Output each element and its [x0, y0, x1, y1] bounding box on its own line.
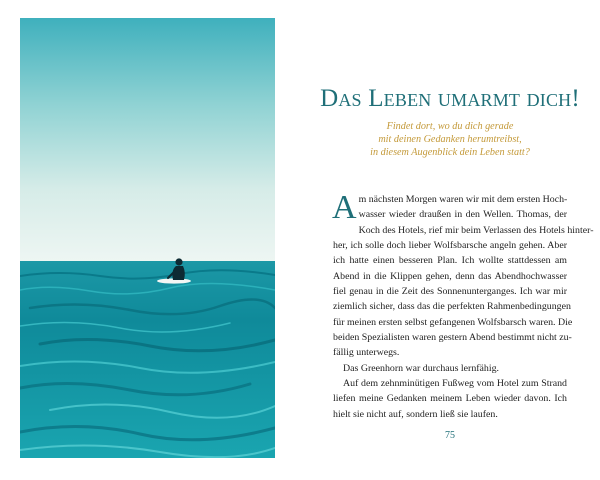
text-line: ziemlich sicher, dass das die perfekten Rahmenbedingungen [333, 301, 571, 313]
text-line: her, ich solle doch lieber Wolfsbarsche angeln gehen. Aber [333, 240, 567, 252]
drop-cap: A [332, 189, 357, 226]
page-number: 75 [445, 430, 455, 441]
text-line: m nächsten Morgen waren wir mit dem ersten Hoch- [358, 194, 568, 205]
paragraph [333, 361, 567, 376]
text-line: Abend in die Klippen gehen, denn das Abendhochwasser [333, 270, 567, 282]
subtitle-line: in diesem Augenblick dein Leben statt? [370, 147, 530, 158]
chapter-subtitle [300, 120, 600, 159]
chapter-title: Das Leben umarmt dich! [320, 85, 580, 112]
text-line: Koch des Hotels, rief mir beim Verlassen des Hotels hinter- [358, 224, 594, 236]
body-text [332, 189, 594, 422]
text-line: Auf dem zehnminütigen Fußweg vom Hotel zum Strand [343, 378, 567, 390]
text-line: hielt sie nicht auf, sondern ließ sie laufen. [333, 408, 498, 420]
text-line: fällig unterwegs. [333, 347, 400, 359]
text-line: für meinen ersten selbst gefangenen Wolfsbarsch waren. Die [333, 316, 573, 328]
paragraph [333, 376, 567, 422]
text-line: beiden Spezialisten waren gestern Abend bestimmt nicht zu- [333, 332, 572, 344]
subtitle-line: mit deinen Gedanken herumtreibst, [378, 134, 522, 145]
text-line: wasser wieder draußen in den Wellen. Thomas, der [358, 209, 567, 221]
text-page [300, 0, 600, 480]
text-line: liefen meine Gedanken meinem Leben wieder davon. Ich [333, 393, 567, 405]
text-line: fiel genau in die Zeit des Sonnenunterganges. Ich war mir [333, 286, 567, 298]
sea-surfer-illustration [20, 18, 275, 458]
subtitle-line: Findet dort, wo du dich gerade [386, 121, 514, 132]
text-line: ich hatte einen besseren Plan. Ich wollte stattdessen am [333, 255, 567, 267]
surfer-on-sea-illustration [20, 18, 275, 458]
sky [20, 18, 275, 263]
paragraph [332, 189, 594, 361]
text-line: Das Greenhorn war durchaus lernfähig. [343, 362, 500, 374]
